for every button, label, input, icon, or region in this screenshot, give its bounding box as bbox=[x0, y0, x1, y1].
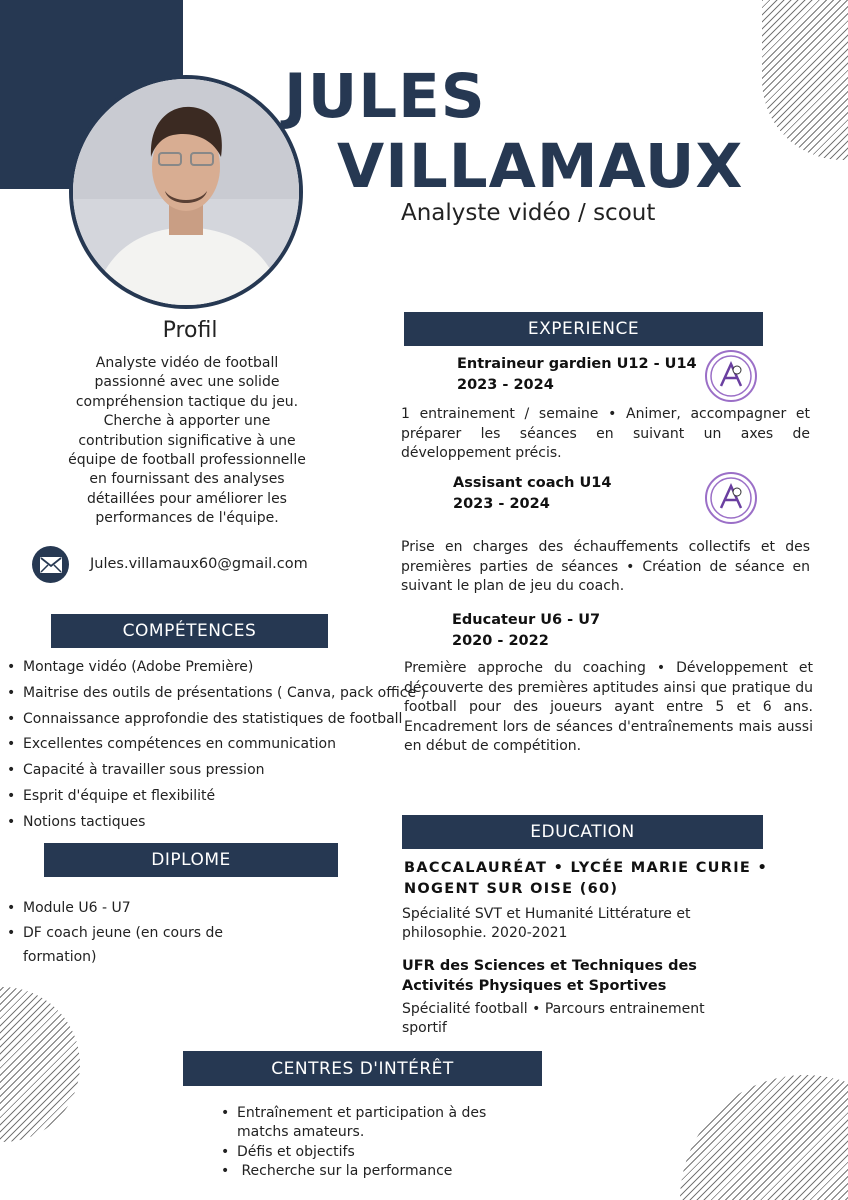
list-item: • Connaissance approfondie des statistiques de football bbox=[5, 709, 405, 735]
list-item: • Capacité à travailler sous pression bbox=[5, 760, 405, 786]
job-title: Entraineur gardien U12 - U14 bbox=[457, 356, 697, 372]
education-description: Spécialité football • Parcours entrainement sportif bbox=[402, 1001, 705, 1037]
job-title: Assisant coach U14 bbox=[453, 475, 612, 491]
experience-section-title: EXPERIENCE bbox=[404, 312, 763, 346]
list-item: • Esprit d'équipe et flexibilité bbox=[5, 786, 405, 812]
hatched-circle-top-right bbox=[762, 0, 848, 160]
job-description: 1 entrainement / semaine • Animer, accompagner et préparer les séances en suivant un axes de développement précis. bbox=[401, 406, 810, 461]
list-item: • Maitrise des outils de présentations ( Canva, pack office ) bbox=[5, 683, 405, 709]
education-title: Activités Physiques et Sportives bbox=[402, 978, 667, 994]
job-title: Educateur U6 - U7 bbox=[452, 612, 601, 628]
profile-title: Profil bbox=[162, 318, 218, 343]
interests-list bbox=[219, 1104, 509, 1182]
list-item: • Défis et objectifs bbox=[219, 1143, 509, 1162]
education-section-title: EDUCATION bbox=[402, 815, 763, 849]
education-title: BACCALAURÉAT • LYCÉE MARIE CURIE • bbox=[404, 860, 769, 876]
hatched-circle-bottom-right bbox=[680, 1075, 848, 1200]
diploma-list bbox=[5, 896, 245, 970]
education-description: Spécialité SVT et Humanité Littérature et philosophie. 2020-2021 bbox=[402, 906, 691, 942]
envelope-icon bbox=[32, 546, 69, 583]
last-name: VILLAMAUX bbox=[337, 131, 744, 202]
interests-section-title: CENTRES D'INTÉRÊT bbox=[183, 1051, 542, 1086]
education-title: UFR des Sciences et Techniques des bbox=[402, 958, 697, 974]
list-item: • Recherche sur la performance bbox=[219, 1162, 509, 1181]
job-role: Analyste vidéo / scout bbox=[401, 200, 656, 226]
hatched-circle-left bbox=[0, 987, 80, 1142]
skills-list bbox=[5, 657, 426, 838]
job-description: Prise en charges des échauffements collectifs et des premières parties de séances • Création de séance en suivant le plan de jeu du coach. bbox=[401, 539, 810, 594]
job-dates: 2023 - 2024 bbox=[453, 496, 550, 512]
education-title: NOGENT SUR OISE (60) bbox=[404, 881, 619, 897]
job-description: Première approche du coaching • Développement et découverte des premières aptitudes ainsi que pratique du football pour des joueurs ayant entre 5 et 6 ans. Encadrement lors de séances d'entraînements mais aussi en début de compétition. bbox=[404, 660, 813, 754]
email-link[interactable]: Jules.villamaux60@gmail.com bbox=[90, 556, 308, 572]
list-item: • Excellentes compétences en communication bbox=[5, 734, 405, 760]
profile-photo bbox=[69, 75, 303, 309]
list-item: • DF coach jeune (en cours de formation) bbox=[5, 921, 245, 970]
first-name: JULES bbox=[284, 61, 486, 132]
job-dates: 2020 - 2022 bbox=[452, 633, 549, 649]
list-item: • Entraînement et participation à des matchs amateurs. bbox=[219, 1104, 509, 1143]
club-logo-icon bbox=[705, 472, 757, 524]
list-item: • Montage vidéo (Adobe Première) bbox=[5, 657, 405, 683]
job-dates: 2023 - 2024 bbox=[457, 377, 554, 393]
profile-text: Analyste vidéo de football passionné avec une solide compréhension tactique du jeu. Cherche à apporter une contribution significative à une équipe de football professionnelle en fournissant des analyses détaillées pour améliorer les performances de l'équipe. bbox=[68, 355, 306, 527]
skills-section-title: COMPÉTENCES bbox=[51, 614, 328, 648]
diploma-section-title: DIPLOME bbox=[44, 843, 338, 877]
list-item: • Notions tactiques bbox=[5, 812, 405, 838]
club-logo-icon bbox=[705, 350, 757, 402]
list-item: • Module U6 - U7 bbox=[5, 896, 245, 921]
